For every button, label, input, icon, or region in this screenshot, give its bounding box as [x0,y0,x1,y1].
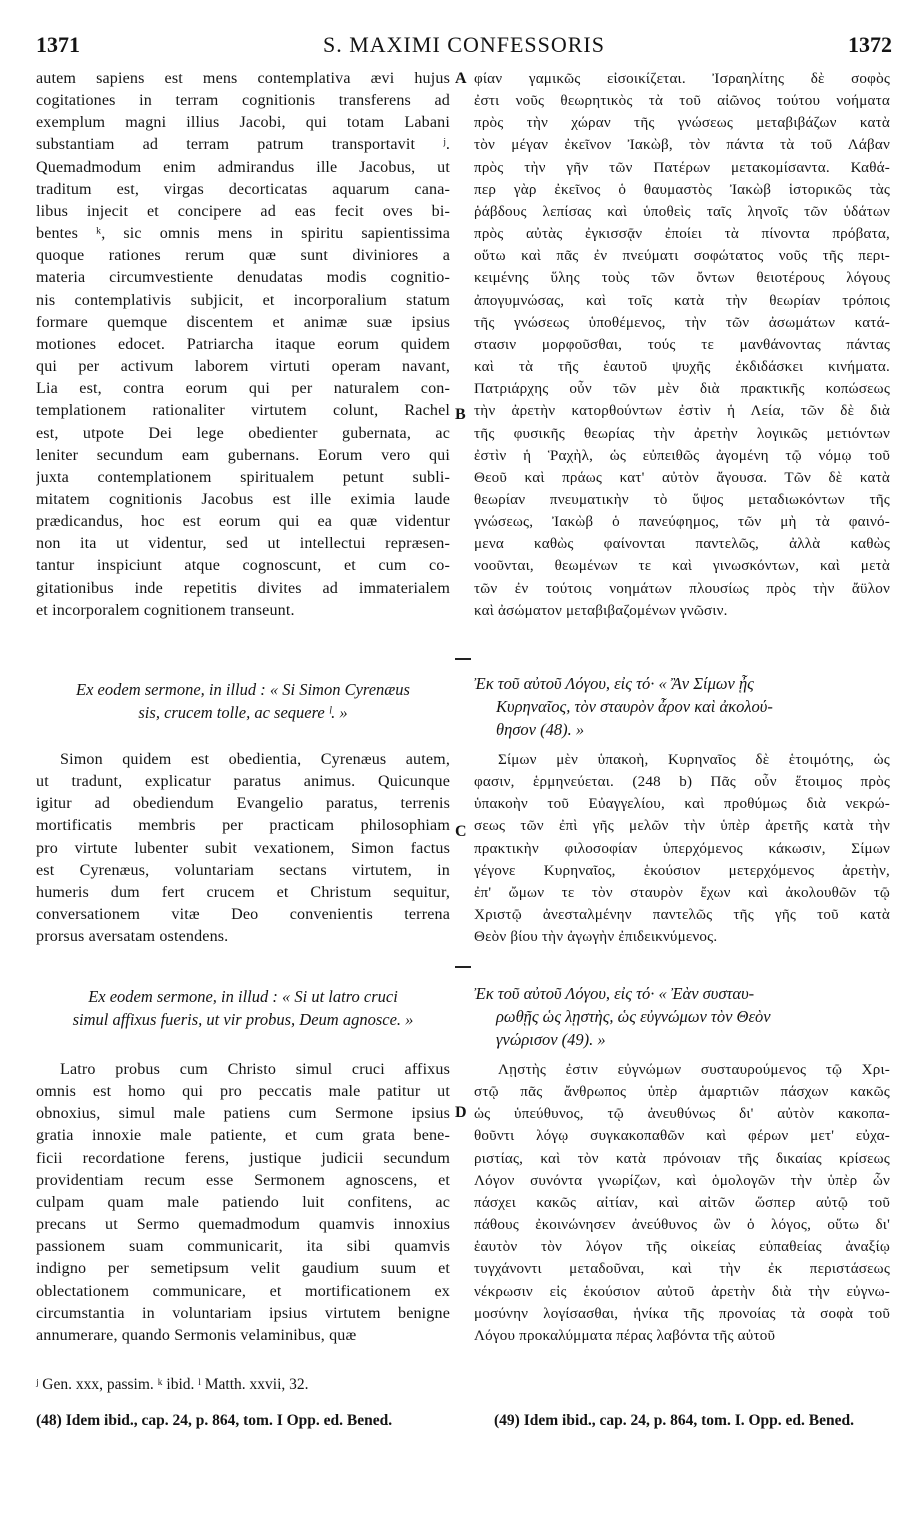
latin-text-line: Lia est, contra eorum qui per naturalem con- [36,380,450,398]
latin-heading-line: Ex eodem sermone, in illud : « Si ut latro cruci [88,987,398,1006]
greek-heading-line: Κυρηναῖος, τὸν σταυρὸν ἆρον καὶ ἀκολού- [496,697,773,716]
greek-text-line: θοῦντι λόγῳ συγκακοπαθῶν καὶ φέρων μετ' εὐχα- [474,1128,890,1145]
latin-text-line: nis contemplativis subjicit, et incorporalium statum [36,291,450,309]
latin-text-line: culpam quam male patiendo luit confitens, ac [36,1193,450,1211]
latin-text-line: cogitationes in terram cognitionis transferens ad [36,92,450,110]
greek-text-line: θεωρίαν πνευματικὴν τὸ ὕψος μεταδιωκόντων τῆς [474,491,890,508]
margin-letter-d: D [455,1104,467,1121]
latin-text-line: ut tradunt, explicatur paratus animus. Quicunque [36,773,450,791]
latin-text-line: gitationibus inde repetitis divites ad immaterialem [36,579,450,597]
greek-text-line: γνώσεως, Ἰακὼβ ὁ πανεύφημος, τῶν μὴ τὰ φαινό- [474,514,890,531]
greek-text-line: περ γὰρ ἐκεῖνος ὁ θαυμαστὸς Ἰακὼβ ἱστορικῶς τὰς [474,181,890,198]
latin-text-line: precans ut Sermo quemadmodum quamvis innoxius [36,1216,450,1234]
greek-text-line: ἀπογυμνώσας, καὶ τοῖς κατὰ τὴν θεωρίαν τρόποις [474,292,890,309]
section-divider-2 [455,966,471,968]
latin-text-line: autem sapiens est mens contemplativa ævi hujus [36,70,450,87]
latin-text-line: oblectationem communicare, et mortificationem ex [36,1282,450,1300]
latin-text-line: quoque rationes rerum quæ sunt diviniores a [36,247,450,265]
latin-para-3 [36,1059,450,1355]
latin-text-line: providentiam recum esse Sermonem agnoscens, et [36,1171,450,1189]
latin-text-line: humeris dum fert crucem et Christum sequitur, [36,883,450,901]
greek-text-line: πρὸς αὐτὰς ἐγκισσᾷν ἐποίει τὰ πίνοντα πρόβατα, [474,226,890,243]
greek-text-line: ὡς ὑπεύθυνος, τῷ ἀνευθύνως δι' αὐτὸν κακοπα- [474,1106,890,1123]
greek-heading-line: Ἐκ τοῦ αὐτοῦ Λόγου, εἰς τό· « Ἐὰν συσταυ- [474,984,755,1003]
greek-text-line: Χριστῷ ἀνεσταλμένην παντελῶς τῆς γῆς τοῦ κατὰ [474,907,890,924]
latin-text-line: est, utpote Dei lege obedienter gubernata, ac [36,424,450,442]
latin-text-line: formare quemque discentem et animæ suæ ipsius [36,313,450,331]
greek-text-line: πρὸς τὴν χώραν τῆς γνώσεως μεταβιβάζων κατὰ [474,115,890,132]
latin-text-line: non ita ut videntur, sed ut intellectui repræsen- [36,535,450,553]
greek-text-line: πρὸς τὴν γῆν τῶν Πατέρων μετακομίσαντα. Καθά- [474,159,890,176]
latin-heading-1 [36,678,450,726]
latin-text-line: annumerare, quando Sermonis velaminibus, quæ [36,1326,357,1344]
latin-text-line: prorsus aversatam ostendens. [36,928,229,946]
latin-text-line: juxta contemplationem spiritualem petunt subli- [36,468,450,486]
greek-para-3 [474,1059,890,1355]
greek-text-line: φασιν, ἑρμηνεύεται. (248 b) Πᾶς οὖν ἕτοιμος πρὸς [474,774,890,791]
latin-text-line: circumstantia in voluntariam ipsius virtutem benigne [36,1304,450,1322]
latin-text-line: et incorporalem cognitionem transeunt. [36,601,295,619]
greek-para-2 [474,749,890,955]
greek-text-line: Λόγου προκαλύμματα πέρας λαβόντα τῆς αὐτοῦ [474,1327,776,1344]
greek-heading-line: θησον (48). » [496,720,585,739]
note-48-text: (48) Idem ibid., cap. 24, p. 864, tom. I Opp. ed. Bened. [36,1412,393,1429]
greek-text-line: πρακτικὴν φιλοσοφίαν ὑπερχόμενος κάκωσιν, Σίμων [474,840,890,857]
greek-text-line: Λῃστὴς ἐστιν εὐγνώμων συσταυρούμενος τῷ Χρι- [498,1062,890,1078]
latin-text-line: passionem suam communicarit, ita sibi quamvis [36,1238,450,1256]
latin-text-line: ficii recordatione ferens, justique judicii secundum [36,1149,450,1167]
note-49 [494,1410,894,1431]
latin-text-line: exemplum magni illius Jacobi, qui totam Labani [36,114,450,132]
page-number-right: 1372 [848,32,892,57]
greek-text-line: ἐπ' ὤμων τε τὸν σταυρὸν ἔχων καὶ ἀκολουθῶν τῷ [474,884,890,901]
greek-text-line: σεως τῶν ἐπὶ γῆς μελῶν τὴν ὑπὲρ ἀρετῆς κατὰ τὴν [474,818,890,835]
latin-text-line: gratia innoxie male patiente, et cum grata bene- [36,1127,450,1145]
latin-text-line: traditum est, virgas decorticatas aquarum cana- [36,180,450,198]
latin-para-2 [36,749,450,955]
greek-text-line: Σίμων μὲν ὑπακοὴ, Κυρηναῖος δὲ ἑτοιμότης, ὡς [498,752,890,768]
latin-text-line: mortificatis membris per practicam philosophiam [36,817,450,835]
greek-text-line: ἐστὶν ἡ Ῥαχὴλ, ὡς εὐπειθῶς ἀγομένη τῷ νόμῳ τοῦ [474,447,890,464]
latin-text-line: materia circumvestiente denudatas modis cognitio- [36,269,450,287]
latin-heading-2 [36,985,450,1033]
greek-text-line: στῷ πᾶς ἄνθρωπος ὑπὲρ ἁμαρτιῶν πάσχων κακῶς [474,1084,890,1101]
greek-text-line: τῆς φυσικῆς θεωρίας τὴν ἀρετὴν λογικῶς μετιόντων [474,425,890,442]
latin-text-line: indigno per semetipsum velit gaudium suum et [36,1260,450,1278]
latin-text-line: conversationem vitæ Deo convenientis terrena [36,906,450,924]
greek-text-line: πάθους ἐκοινώνησεν ἀνεύθυνος ὢν ὁ λόγος, οὕτω δι' [474,1217,890,1234]
latin-text-line: libus injecit et concipere ad eas fecit oves bi- [36,202,450,220]
greek-text-line: στασιν μορφοῦσθαι, τούς τε μανθάνοντας πάντας [474,336,890,353]
greek-text-line: καὶ τὰ τῆς ἑαυτοῦ ψυχῆς ἐκδιδάσκει κινήματα. [474,359,890,376]
greek-text-line: Θεὸν βίου τὴν ἀγωγὴν ἐπιδεικνύμενος. [474,929,718,946]
greek-heading-2 [474,982,890,1054]
latin-text-line: obnoxius, simul male patiens cum Sermone ipsius [36,1105,450,1123]
latin-text-line: motiones edocet. Patriarcha itaque eorum quidem [36,335,450,353]
greek-text-line: καὶ ἀσώματον μεταβιβαζομένων γνῶσιν. [474,602,728,619]
greek-text-line: γέγονε Κυρηναῖος, ἑκούσιον μετερχόμενος ἀρετὴν, [474,862,890,879]
latin-text-line: tantur inspiciunt atque cognoscunt, et cum co- [36,557,450,575]
latin-text-line: pro virtute lubenter subit vexationem, Simon factus [36,839,450,857]
margin-letter-c: C [455,823,467,840]
greek-text-line: νοοῦνται, θεωμένων τε καὶ γινωσκόντων, καὶ μετὰ [474,558,890,575]
greek-text-line: τὴν ἀρετὴν κατορθούντων ἐστὶν ἡ Λεία, τῶν δὲ διὰ [474,403,890,420]
latin-text-line: Simon quidem est obedientia, Cyrenæus autem, [60,751,450,768]
latin-text-line: substantiam ad terram patrum transportavit ʲ. [36,136,450,154]
page-header [36,32,892,62]
greek-text-line: Θεοῦ καὶ πράως κατ' αὐτὸν ἄγουσα. Τῶν δὲ κατὰ [474,469,890,486]
latin-heading-line: Ex eodem sermone, in illud : « Si Simon Cyrenæus [76,680,410,699]
greek-text-line: τυγχάνοντι μεταδοῦναι, καὶ τὴν ἐκ περιστάσεως [474,1261,890,1278]
page-number-left: 1371 [36,32,80,57]
greek-text-line: ριστίας, καὶ τὸν κατὰ πρόνοιαν τῆς δικαίας κρίσεως [474,1150,890,1167]
greek-text-line: μενα καθὼς φαίνονται παντελῶς, ἀλλὰ καθὼς [474,536,890,553]
greek-text-line: Πατριάρχης οὖν τῶν μὲν διὰ πρακτικῆς κοπώσεως [474,381,890,398]
latin-text-line: omnis est homo qui pro peccatis male patitur ut [36,1083,450,1101]
latin-text-line: leniter secundum eam gubernans. Eorum vero qui [36,446,450,464]
running-title: S. MAXIMI CONFESSORIS [322,32,605,57]
greek-text-line: Λόγον συνόντα γνωρίζων, καὶ ὁμολογῶν τὴν ὑπὲρ ὧν [474,1172,890,1189]
note-48 [36,1410,450,1431]
greek-text-line: ῥάβδους λεπίσας καὶ ὑποθεὶς ταῖς ληνοῖς τῶν ὑδάτων [474,203,890,220]
latin-text-line: qui per activum laborem virtuti operam navant, [36,358,450,376]
greek-text-line: πάσχει κακῶς αἰτίαν, καὶ αἰτῶν ὥσπερ αὐτῷ τοῦ [474,1194,890,1211]
greek-heading-line: Ἐκ τοῦ αὐτοῦ Λόγου, εἰς τό· « Ἂν Σίμων ᾖς [474,674,754,693]
latin-text-line: bentes ᵏ, sic omnis mens in spiritu sapientissima [36,225,450,243]
greek-text-line: φίαν γαμικῶς εἰσοικίζεται. Ἰσραηλίτης δὲ σοφὸς [474,71,890,87]
margin-letter-b: B [455,406,466,423]
latin-heading-line: sis, crucem tolle, ac sequere ˡ. » [138,703,348,722]
note-49-text: (49) Idem ibid., cap. 24, p. 864, tom. I. Opp. ed. Bened. [494,1412,854,1429]
latin-text-line: mitatem cognitionis Jacobus est ille eximia laude [36,490,450,508]
latin-text-line: est Cyrenæus, voluntariam sectans virtutem, in [36,861,450,879]
margin-letter-a: A [455,70,467,87]
greek-text-line: ὑπακοὴν τοῦ Εὐαγγελίου, καὶ προθύμως διὰ νεκρώ- [474,796,890,813]
greek-text-line: οὕτω καὶ πᾶς ἐν πνεύματι σοφώτατος νοῦς τῆς περι- [474,248,890,265]
latin-text-line: igitur ad obediendum Evangelio paratus, terrenis [36,795,450,813]
greek-text-line: τῶν ἐν τούτοις νοημάτων πλουσίως πρὸς τὴν ἄϋλον [474,580,890,597]
latin-text-line: prædicandus, hoc est eorum qui ea quæ videntur [36,513,450,531]
greek-text-line: ἑαυτὸν τὸν λόγον τῆς οἰκείας εὐπαθείας ἀναξίῳ [474,1239,890,1256]
latin-footnote-refs: ʲ Gen. xxx, passim. ᵏ ibid. ˡ Matth. xxvii, 32. [36,1376,309,1393]
greek-text-line: κειμένης ὕλης τοὺς τῶν ὄντων θειοτέρους λόγους [474,270,890,287]
greek-heading-1 [474,672,890,744]
latin-text-line: Quemadmodum enim admirandus ille Jacobus, ut [36,158,450,176]
greek-heading-line: ρωθῇς ὡς λῃστὴς, ὡς εὐγνώμων τὸν Θεὸν [496,1007,771,1026]
latin-text-line: templationem rationaliter virtutem colunt, Rachel [36,402,450,420]
greek-text-line: τῆς γνώσεως ὑποθέμενος, τὴν τῶν ἀσωμάτων κατά- [474,314,890,331]
latin-para-1 [36,68,450,652]
greek-text-line: μοσύνην λογίσασθαι, ἡνίκα τῆς προνοίας τὰ σοφὰ τοῦ [474,1305,890,1322]
greek-para-1 [474,68,890,652]
greek-text-line: νέκρωσιν εἰς ἑκούσιον αὐτοῦ ἀρετὴν διὰ τὴν εὐγνω- [474,1283,890,1300]
section-divider-1 [455,658,471,660]
latin-heading-line: simul affixus fueris, ut vir probus, Deum agnosce. » [72,1010,414,1029]
greek-text-line: τὸν μέγαν ἐκεῖνον Ἰακὼβ, τὸν πάντα τὰ τοῦ Λάβαν [474,137,890,154]
greek-text-line: ἐστι νοῦς θεωρητικὸς τὰ τοῦ αἰῶνος τούτου νοήματα [474,93,890,110]
latin-text-line: Latro probus cum Christo simul cruci affixus [60,1061,450,1078]
greek-heading-line: γνώρισον (49). » [496,1030,606,1049]
